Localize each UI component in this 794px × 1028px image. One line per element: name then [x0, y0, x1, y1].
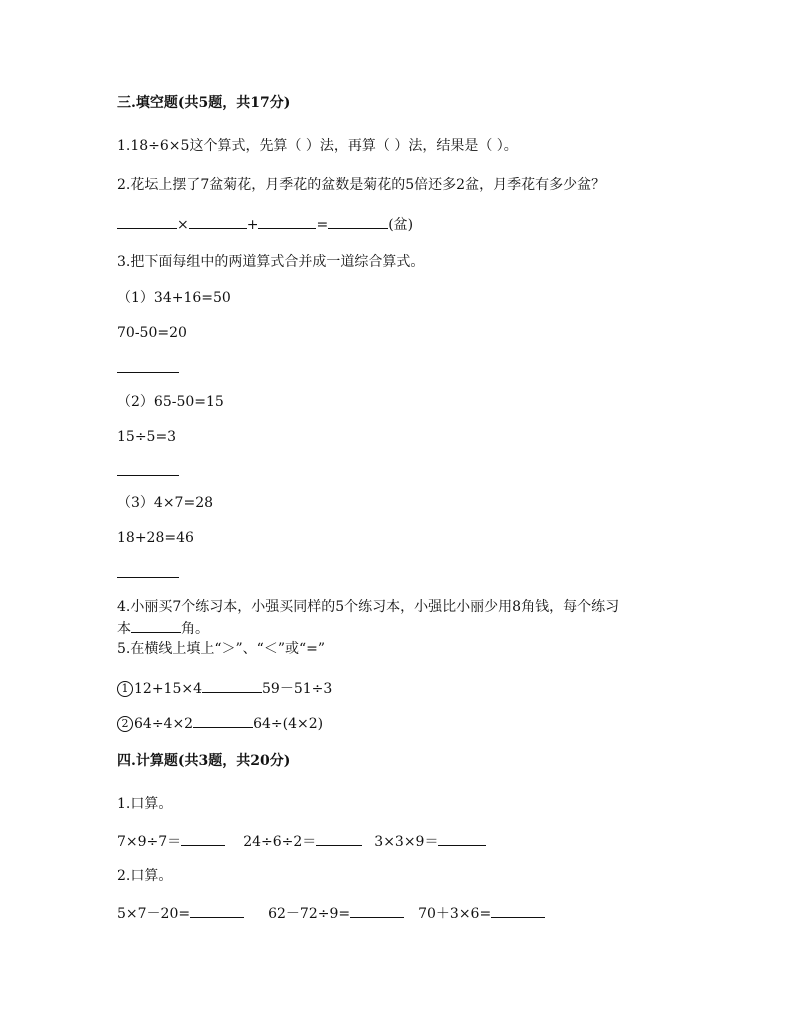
question-4-line-2 [117, 618, 209, 638]
equals-sign: = [316, 217, 329, 233]
answer-line[interactable] [117, 372, 179, 373]
answer-blank[interactable] [189, 214, 247, 229]
question-1: 1.18÷6×5这个算式，先算（ ）法，再算（ ）法，结果是（ ）。 [117, 138, 518, 154]
question-4-line-1: 4.小丽买7个练习本，小强买同样的5个练习本，小强比小丽少用8角钱，每个练习 [117, 599, 620, 615]
calc-expression: 7×9÷7＝ [117, 834, 182, 850]
calc-question-1: 1.口算。 [117, 796, 173, 812]
answer-blank[interactable] [190, 903, 244, 918]
group-1-line-2: 70-50=20 [117, 325, 187, 341]
answer-blank[interactable] [350, 903, 404, 918]
compare-right: 59－51÷3 [262, 681, 333, 697]
answer-line[interactable] [117, 577, 179, 578]
group-2-line-1 [117, 393, 224, 411]
section-4-title: 四.计算题(共3题，共20分) [117, 753, 291, 769]
times-sign: × [177, 217, 189, 233]
compare-left: 64÷4×2 [134, 716, 194, 732]
compare-right: 64÷(4×2) [253, 716, 324, 732]
compare-item-2 [117, 713, 323, 733]
answer-blank[interactable] [202, 678, 262, 693]
section-3-title: 三.填空题(共5题，共17分) [117, 95, 291, 111]
group-equation: 65-50=15 [153, 394, 224, 410]
group-1-line-1 [117, 289, 231, 307]
calc-row-2 [117, 903, 545, 923]
calc-expression: 62－72÷9= [268, 906, 351, 922]
answer-blank[interactable] [258, 214, 316, 229]
group-label: （2） [117, 394, 154, 410]
answer-blank[interactable] [117, 214, 177, 229]
answer-blank[interactable] [131, 618, 181, 633]
answer-blank[interactable] [193, 713, 253, 728]
answer-line[interactable] [117, 475, 179, 476]
group-equation: 34+16=50 [153, 290, 231, 306]
calc-question-2: 2.口算。 [117, 868, 173, 884]
q4-suffix: 角。 [181, 621, 209, 637]
group-2-line-2: 15÷5=3 [117, 429, 177, 445]
answer-blank[interactable] [181, 831, 225, 846]
answer-blank[interactable] [438, 831, 486, 846]
answer-blank[interactable] [328, 214, 388, 229]
group-label: （3） [117, 495, 154, 511]
circled-number-2: 2 [117, 716, 133, 732]
q4-prefix: 本 [117, 621, 131, 637]
group-equation: 4×7=28 [153, 495, 214, 511]
calc-expression: 5×7－20= [117, 906, 191, 922]
question-3: 3.把下面每组中的两道算式合并成一道综合算式。 [117, 254, 425, 270]
unit-label: (盆) [388, 217, 414, 233]
answer-blank[interactable] [316, 831, 362, 846]
plus-sign: + [246, 217, 259, 233]
question-2: 2.花坛上摆了7盆菊花，月季花的盆数是菊花的5倍还多2盆，月季花有多少盆？ [117, 177, 606, 193]
group-3-line-2: 18+28=46 [117, 530, 194, 546]
calc-row-1 [117, 831, 486, 851]
calc-expression: 24÷6÷2＝ [243, 834, 317, 850]
group-label: （1） [117, 290, 154, 306]
answer-blank[interactable] [491, 903, 545, 918]
circled-number-1: 1 [117, 681, 133, 697]
compare-item-1 [117, 678, 332, 698]
calc-expression: 70＋3×6= [418, 906, 492, 922]
question-5: 5.在横线上填上“＞”、“＜”或“=” [117, 641, 326, 657]
question-2-formula [117, 214, 413, 234]
group-3-line-1 [117, 494, 213, 512]
calc-expression: 3×3×9＝ [374, 834, 439, 850]
compare-left: 12+15×4 [134, 681, 202, 697]
